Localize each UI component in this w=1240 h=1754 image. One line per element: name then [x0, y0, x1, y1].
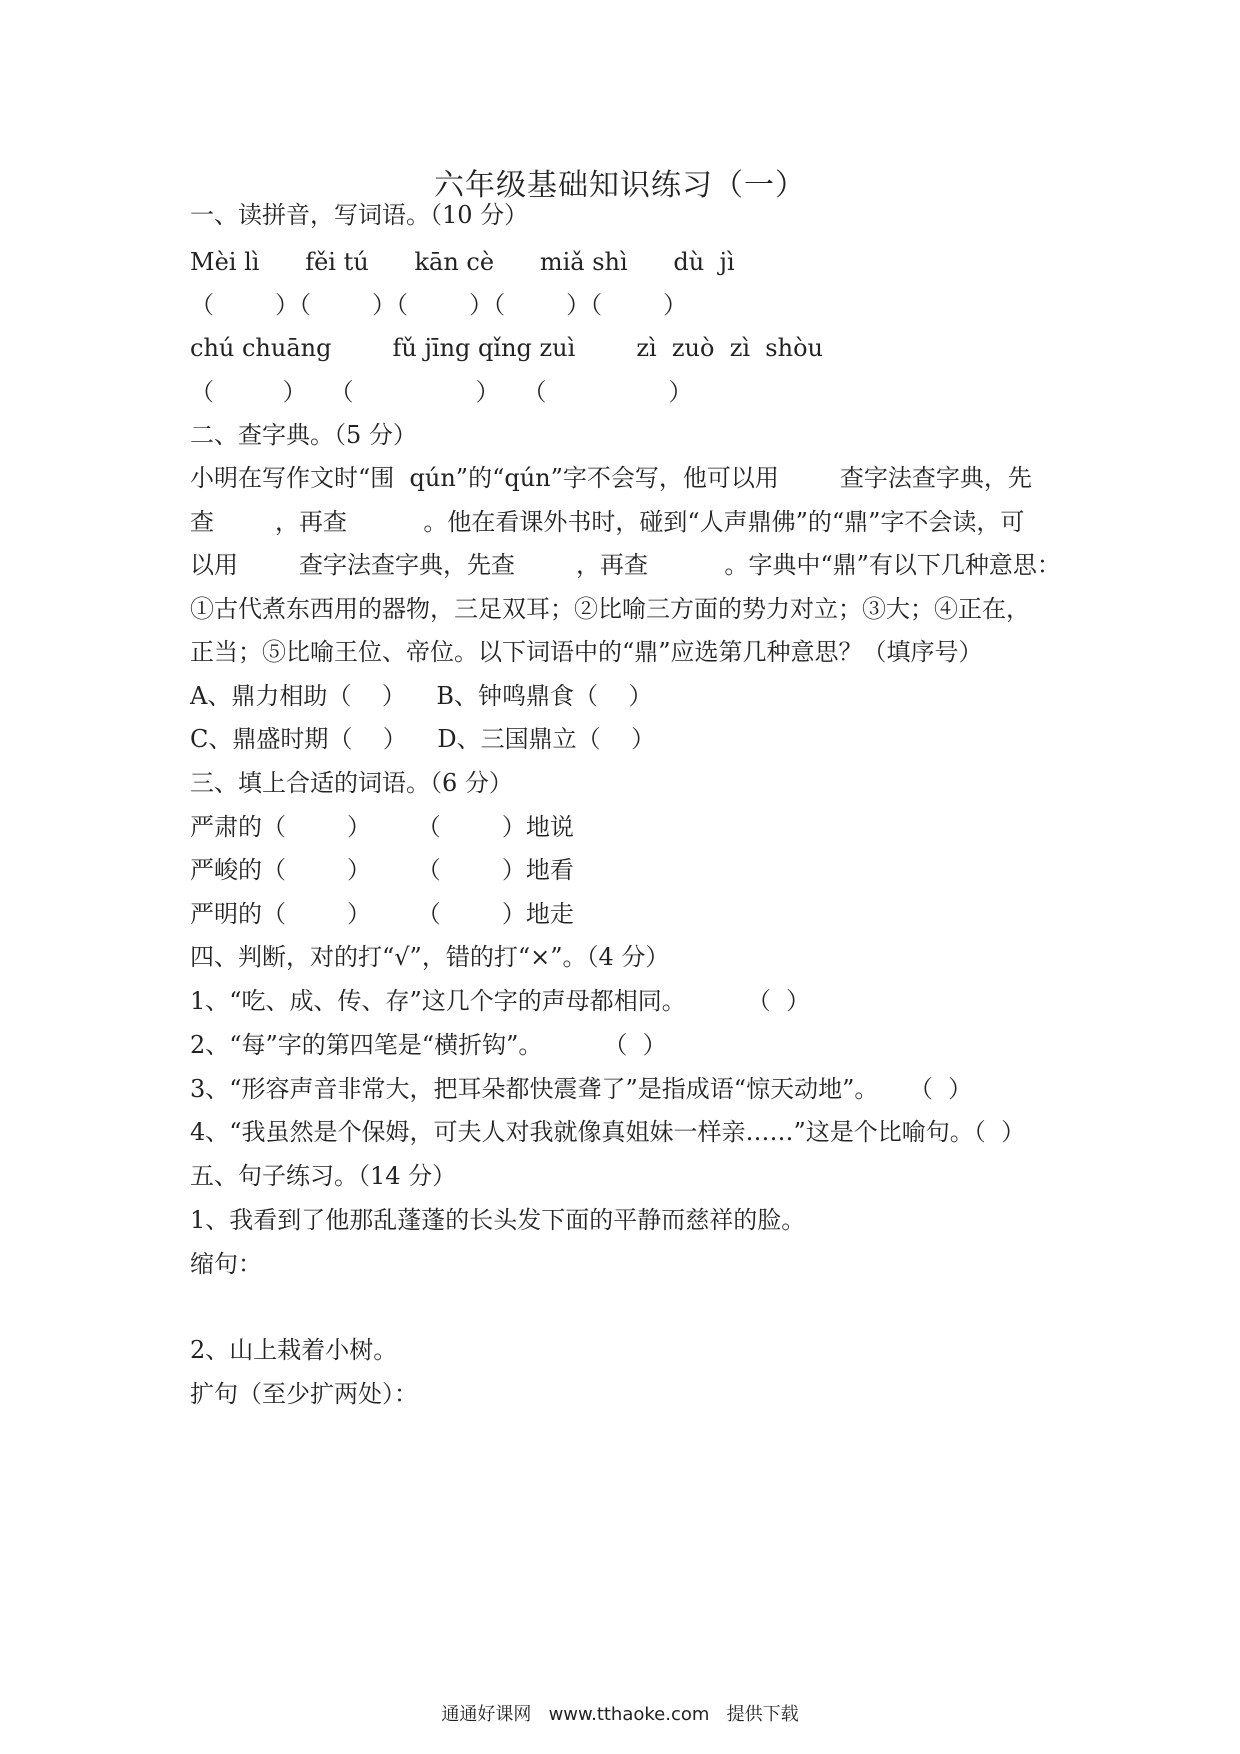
section2-options-row1: A、鼎力相助（ ） B、钟鸣鼎食（ ） — [190, 682, 653, 710]
section5-question-1: 1、我看到了他那乱蓬蓬的长头发下面的平静而慈祥的脸。 — [190, 1206, 806, 1234]
page-title: 六年级基础知识练习（一） — [434, 168, 806, 203]
section4-item: 1、“吃、成、传、存”这几个字的声母都相同。 （ ） — [190, 987, 811, 1015]
section2-options-row2: C、鼎盛时期（ ） D、三国鼎立（ ） — [190, 725, 656, 753]
section1-blanks-row2: （ ） （ ） （ ） — [190, 378, 693, 406]
section1-blanks-row1: （ ）（ ）（ ）（ ）（ ） — [190, 291, 688, 319]
section3-row: 严峻的（ ） （ ）地看 — [190, 856, 574, 884]
section3-heading: 三、填上合适的词语。（6 分） — [190, 769, 513, 797]
section5-q2-prompt: 扩句（至少扩两处）： — [190, 1380, 418, 1408]
section3-row: 严肃的（ ） （ ）地说 — [190, 813, 574, 841]
section2-para-line: 小明在写作文时“围 qún”的“qún”字不会写，他可以用 查字法查字典，先 — [190, 464, 1032, 492]
section5-q1-prompt: 缩句： — [190, 1250, 262, 1278]
section4-item: 3、“形容声音非常大，把耳朵都快震聋了”是指成语“惊天动地”。 （ ） — [190, 1075, 973, 1103]
section3-row: 严明的（ ） （ ）地走 — [190, 900, 574, 928]
section2-para-line: 查 ，再查 。他在看课外书时，碰到“人声鼎佛”的“鼎”字不会读，可 — [190, 508, 1025, 536]
section2-para-line: ①古代煮东西用的器物，三足双耳；②比喻三方面的势力对立；③大；④正在， — [190, 595, 1030, 623]
section4-heading: 四、判断，对的打“√”，错的打“×”。（4 分） — [190, 943, 670, 971]
section4-item: 4、“我虽然是个保姆，可夫人对我就像真姐妹一样亲……”这是个比喻句。（ ） — [190, 1118, 1026, 1146]
section5-question-2: 2、山上栽着小树。 — [190, 1336, 398, 1364]
section1-heading: 一、读拼音，写词语。（10 分） — [190, 201, 529, 229]
section2-para-line: 正当；⑤比喻王位、帝位。以下词语中的“鼎”应选第几种意思？（填序号） — [190, 638, 983, 666]
section5-heading: 五、句子练习。（14 分） — [190, 1162, 457, 1190]
footer-credit: 通通好课网 www.tthaoke.com 提供下载 — [441, 1704, 799, 1725]
section1-pinyin-row1: Mèi lì fěi tú kān cè miǎ shì dù jì — [190, 248, 735, 276]
section2-heading: 二、查字典。（5 分） — [190, 421, 417, 449]
section2-para-line: 以用 查字法查字典，先查 ，再查 。字典中“鼎”有以下几种意思： — [190, 551, 1061, 579]
section1-pinyin-row2: chú chuāng fǔ jīng qǐng zuì zì zuò zì shòu — [190, 334, 823, 362]
section4-item: 2、“每”字的第四笔是“横折钩”。 （ ） — [190, 1031, 667, 1059]
